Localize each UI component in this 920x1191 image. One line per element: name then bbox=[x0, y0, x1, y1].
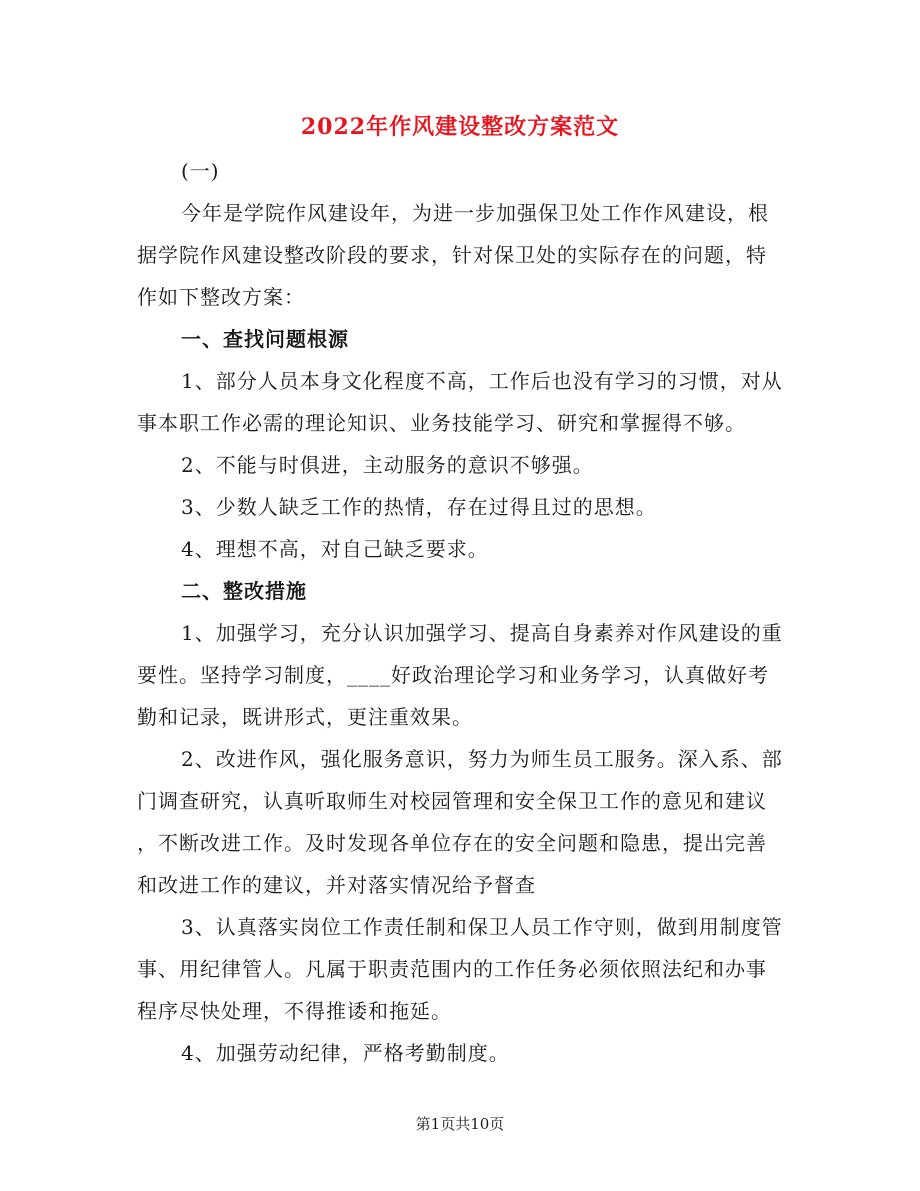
problem-item bbox=[181, 528, 781, 570]
measure-line: 事、用纪律管人。凡属于职责范围内的工作任务必须依照法纪和办事 bbox=[137, 957, 767, 981]
measure-item bbox=[137, 738, 783, 906]
document-title: 2022年作风建设整改方案范文 bbox=[300, 114, 620, 140]
measure-line: 勤和记录，既讲形式，更注重效果。 bbox=[137, 705, 473, 729]
measure-line: 1、加强学习，充分认识加强学习、提高自身素养对作风建设的重 bbox=[181, 621, 783, 645]
section-marker: (一) bbox=[181, 159, 220, 183]
measure-line: 门调查研究，认真听取师生对校园管理和安全保卫工作的意见和建议 bbox=[137, 789, 767, 813]
problem-line: 事本职工作必需的理论知识、业务技能学习、研究和掌握得不够。 bbox=[137, 411, 746, 435]
measure-line: ，不断改进工作。及时发现各单位存在的安全问题和隐患，提出完善 bbox=[137, 831, 767, 855]
problem-line: 4、理想不高，对自己缺乏要求。 bbox=[181, 537, 489, 561]
problem-item bbox=[137, 360, 783, 444]
measure-item bbox=[137, 612, 783, 738]
measure-line: 2、改进作风，强化服务意识，努力为师生员工服务。深入系、部 bbox=[181, 747, 783, 771]
measure-line: 4、加强劳动纪律，严格考勤制度。 bbox=[181, 1041, 510, 1065]
section-heading-problems: 一、查找问题根源 bbox=[181, 327, 349, 351]
section-heading-measures: 二、整改措施 bbox=[181, 579, 307, 603]
measure-item bbox=[181, 1032, 781, 1074]
problem-line: 3、少数人缺乏工作的热情，存在过得且过的思想。 bbox=[181, 495, 657, 519]
problem-line: 2、不能与时俱进，主动服务的意识不够强。 bbox=[181, 453, 594, 477]
problem-item bbox=[181, 486, 781, 528]
measure-item bbox=[137, 906, 783, 1032]
measure-line: 要性。坚持学习制度，____好政治理论学习和业务学习，认真做好考 bbox=[137, 663, 769, 687]
problem-line: 1、部分人员本身文化程度不高，工作后也没有学习的习惯，对从 bbox=[181, 369, 783, 393]
measure-line: 程序尽快处理，不得推诿和拖延。 bbox=[137, 999, 452, 1023]
measure-line: 和改进工作的建议，并对落实情况给予督查 bbox=[137, 873, 536, 897]
intro-line: 作如下整改方案： bbox=[137, 285, 305, 309]
measure-line: 3、认真落实岗位工作责任制和保卫人员工作守则，做到用制度管 bbox=[181, 915, 783, 939]
intro-line: 今年是学院作风建设年，为进一步加强保卫处工作作风建设，根 bbox=[181, 201, 769, 225]
intro-line: 据学院作风建设整改阶段的要求，针对保卫处的实际存在的问题，特 bbox=[137, 243, 767, 267]
document-body bbox=[137, 150, 783, 1074]
intro-paragraph bbox=[137, 192, 781, 318]
problem-item bbox=[181, 444, 781, 486]
page-number-footer: 第1页共10页 bbox=[415, 1115, 505, 1133]
